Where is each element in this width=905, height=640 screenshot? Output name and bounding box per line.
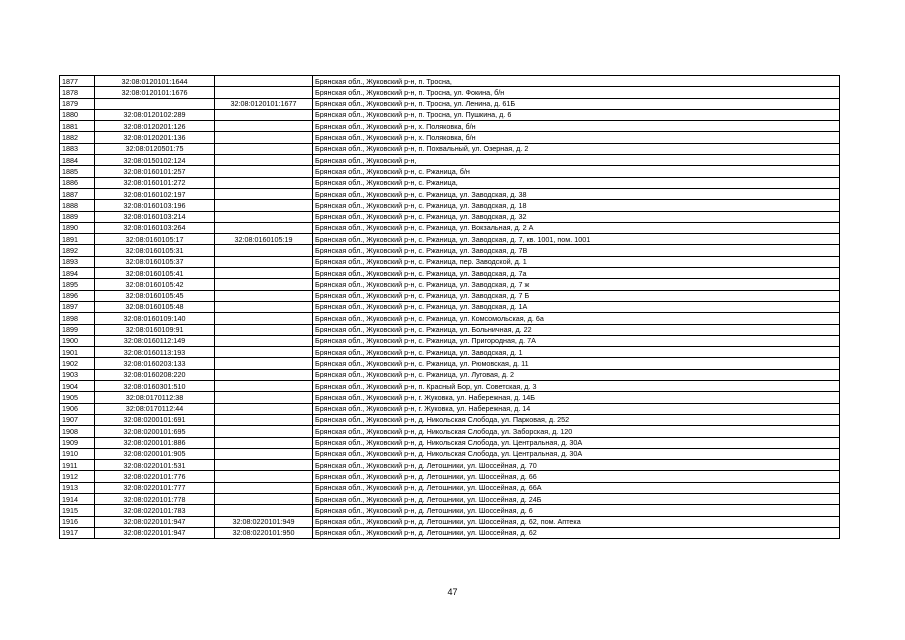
cadastral-number-cell: 32:08:0160113:193 xyxy=(95,347,215,358)
related-cadastral-number-cell xyxy=(215,211,313,222)
cadastral-number-cell: 32:08:0120201:136 xyxy=(95,132,215,143)
cadastral-number-cell: 32:08:0120101:1644 xyxy=(95,76,215,87)
cadastral-number-cell: 32:08:0160103:214 xyxy=(95,211,215,222)
cadastral-number-cell: 32:08:0120102:289 xyxy=(95,109,215,120)
table-row xyxy=(60,313,840,324)
row-number-cell: 1894 xyxy=(60,268,95,279)
cadastral-number-cell: 32:08:0220101:947 xyxy=(95,516,215,527)
related-cadastral-number-cell xyxy=(215,87,313,98)
table-row xyxy=(60,358,840,369)
address-cell: Брянская обл., Жуковский р-н, д. Летошники, ул. Шоссейная, д. 66 xyxy=(313,471,840,482)
related-cadastral-number-cell xyxy=(215,256,313,267)
cadastral-number-cell: 32:08:0220101:777 xyxy=(95,482,215,493)
address-cell: Брянская обл., Жуковский р-н, с. Ржаница, ул. Комсомольская, д. 6а xyxy=(313,313,840,324)
address-cell: Брянская обл., Жуковский р-н, х. Поляковка, б/н xyxy=(313,121,840,132)
row-number-cell: 1889 xyxy=(60,211,95,222)
table-row xyxy=(60,177,840,188)
related-cadastral-number-cell xyxy=(215,448,313,459)
address-cell: Брянская обл., Жуковский р-н, с. Ржаница, ул. Заводская, д. 1А xyxy=(313,301,840,312)
row-number-cell: 1886 xyxy=(60,177,95,188)
row-number-cell: 1885 xyxy=(60,166,95,177)
address-cell: Брянская обл., Жуковский р-н, с. Ржаница, ул. Луговая, д. 2 xyxy=(313,369,840,380)
address-cell: Брянская обл., Жуковский р-н, д. Летошники, ул. Шоссейная, д. 24Б xyxy=(313,493,840,504)
table-row xyxy=(60,188,840,199)
related-cadastral-number-cell xyxy=(215,313,313,324)
related-cadastral-number-cell xyxy=(215,392,313,403)
cadastral-number-cell: 32:08:0120201:126 xyxy=(95,121,215,132)
row-number-cell: 1908 xyxy=(60,426,95,437)
row-number-cell: 1909 xyxy=(60,437,95,448)
table-row xyxy=(60,200,840,211)
related-cadastral-number-cell xyxy=(215,177,313,188)
address-cell: Брянская обл., Жуковский р-н, с. Ржаница, ул. Заводская, д. 7а xyxy=(313,268,840,279)
cadastral-number-cell: 32:08:0170112:44 xyxy=(95,403,215,414)
cadastral-number-cell: 32:08:0160109:140 xyxy=(95,313,215,324)
related-cadastral-number-cell xyxy=(215,166,313,177)
address-cell: Брянская обл., Жуковский р-н, д. Летошники, ул. Шоссейная, д. 66А xyxy=(313,482,840,493)
related-cadastral-number-cell xyxy=(215,279,313,290)
row-number-cell: 1902 xyxy=(60,358,95,369)
address-cell: Брянская обл., Жуковский р-н, с. Ржаница, ул. Заводская, д. 7В xyxy=(313,245,840,256)
address-cell: Брянская обл., Жуковский р-н, п. Тросна, xyxy=(313,76,840,87)
cadastral-number-cell: 32:08:0160103:196 xyxy=(95,200,215,211)
address-cell: Брянская обл., Жуковский р-н, с. Ржаница, ул. Заводская, д. 1 xyxy=(313,347,840,358)
table-row xyxy=(60,268,840,279)
cadastral-number-cell: 32:08:0160112:149 xyxy=(95,335,215,346)
address-cell: Брянская обл., Жуковский р-н, xyxy=(313,155,840,166)
cadastral-number-cell: 32:08:0160105:37 xyxy=(95,256,215,267)
address-cell: Брянская обл., Жуковский р-н, д. Летошники, ул. Шоссейная, д. 70 xyxy=(313,460,840,471)
row-number-cell: 1877 xyxy=(60,76,95,87)
table-row xyxy=(60,143,840,154)
related-cadastral-number-cell xyxy=(215,437,313,448)
address-cell: Брянская обл., Жуковский р-н, д. Никольская Слобода, ул. Центральная, д. 30А xyxy=(313,448,840,459)
address-cell: Брянская обл., Жуковский р-н, с. Ржаница, пер. Заводской, д. 1 xyxy=(313,256,840,267)
related-cadastral-number-cell xyxy=(215,324,313,335)
table-row xyxy=(60,279,840,290)
row-number-cell: 1880 xyxy=(60,109,95,120)
registry-table xyxy=(59,75,840,539)
row-number-cell: 1883 xyxy=(60,143,95,154)
row-number-cell: 1891 xyxy=(60,234,95,245)
address-cell: Брянская обл., Жуковский р-н, с. Ржаница, ул. Заводская, д. 7, кв. 1001, пом. 1001 xyxy=(313,234,840,245)
cadastral-number-cell: 32:08:0160105:31 xyxy=(95,245,215,256)
table-row xyxy=(60,256,840,267)
table-row xyxy=(60,301,840,312)
address-cell: Брянская обл., Жуковский р-н, п. Красный Бор, ул. Советская, д. 3 xyxy=(313,381,840,392)
cadastral-number-cell: 32:08:0170112:38 xyxy=(95,392,215,403)
related-cadastral-number-cell xyxy=(215,132,313,143)
related-cadastral-number-cell: 32:08:0220101:950 xyxy=(215,527,313,538)
cadastral-number-cell: 32:08:0120101:1676 xyxy=(95,87,215,98)
row-number-cell: 1888 xyxy=(60,200,95,211)
table-row xyxy=(60,392,840,403)
address-cell: Брянская обл., Жуковский р-н, с. Ржаница, б/н xyxy=(313,166,840,177)
cadastral-number-cell: 32:08:0160105:41 xyxy=(95,268,215,279)
row-number-cell: 1905 xyxy=(60,392,95,403)
table-row xyxy=(60,155,840,166)
row-number-cell: 1910 xyxy=(60,448,95,459)
table-row xyxy=(60,493,840,504)
row-number-cell: 1906 xyxy=(60,403,95,414)
cadastral-number-cell: 32:08:0220101:947 xyxy=(95,527,215,538)
table-row xyxy=(60,471,840,482)
row-number-cell: 1912 xyxy=(60,471,95,482)
address-cell: Брянская обл., Жуковский р-н, с. Ржаница, ул. Больничная, д. 22 xyxy=(313,324,840,335)
cadastral-number-cell: 32:08:0200101:905 xyxy=(95,448,215,459)
cadastral-number-cell: 32:08:0160103:264 xyxy=(95,222,215,233)
row-number-cell: 1903 xyxy=(60,369,95,380)
table-row xyxy=(60,335,840,346)
row-number-cell: 1879 xyxy=(60,98,95,109)
table-row xyxy=(60,121,840,132)
table-row xyxy=(60,347,840,358)
cadastral-number-cell: 32:08:0160208:220 xyxy=(95,369,215,380)
address-cell: Брянская обл., Жуковский р-н, с. Ржаница, ул. Заводская, д. 7 Б xyxy=(313,290,840,301)
row-number-cell: 1892 xyxy=(60,245,95,256)
cadastral-number-cell: 32:08:0160301:510 xyxy=(95,381,215,392)
row-number-cell: 1915 xyxy=(60,505,95,516)
row-number-cell: 1884 xyxy=(60,155,95,166)
related-cadastral-number-cell xyxy=(215,403,313,414)
related-cadastral-number-cell xyxy=(215,290,313,301)
related-cadastral-number-cell xyxy=(215,493,313,504)
related-cadastral-number-cell xyxy=(215,482,313,493)
cadastral-number-cell: 32:08:0160102:197 xyxy=(95,188,215,199)
row-number-cell: 1899 xyxy=(60,324,95,335)
row-number-cell: 1897 xyxy=(60,301,95,312)
address-cell: Брянская обл., Жуковский р-н, с. Ржаница, ул. Заводская, д. 7 ж xyxy=(313,279,840,290)
row-number-cell: 1916 xyxy=(60,516,95,527)
cadastral-number-cell: 32:08:0160101:257 xyxy=(95,166,215,177)
related-cadastral-number-cell xyxy=(215,381,313,392)
address-cell: Брянская обл., Жуковский р-н, п. Тросна, ул. Ленина, д. 61Б xyxy=(313,98,840,109)
row-number-cell: 1887 xyxy=(60,188,95,199)
cadastral-number-cell: 32:08:0160109:91 xyxy=(95,324,215,335)
table-row xyxy=(60,482,840,493)
row-number-cell: 1878 xyxy=(60,87,95,98)
address-cell: Брянская обл., Жуковский р-н, г. Жуковка, ул. Набережная, д. 14 xyxy=(313,403,840,414)
address-cell: Брянская обл., Жуковский р-н, с. Ржаница, xyxy=(313,177,840,188)
related-cadastral-number-cell xyxy=(215,301,313,312)
registry-table-body xyxy=(60,76,840,539)
row-number-cell: 1911 xyxy=(60,460,95,471)
row-number-cell: 1917 xyxy=(60,527,95,538)
address-cell: Брянская обл., Жуковский р-н, г. Жуковка, ул. Набережная, д. 14Б xyxy=(313,392,840,403)
cadastral-number-cell: 32:08:0200101:695 xyxy=(95,426,215,437)
related-cadastral-number-cell xyxy=(215,358,313,369)
address-cell: Брянская обл., Жуковский р-н, д. Летошники, ул. Шоссейная, д. 6 xyxy=(313,505,840,516)
table-row xyxy=(60,437,840,448)
row-number-cell: 1898 xyxy=(60,313,95,324)
related-cadastral-number-cell xyxy=(215,505,313,516)
related-cadastral-number-cell xyxy=(215,200,313,211)
related-cadastral-number-cell xyxy=(215,347,313,358)
related-cadastral-number-cell xyxy=(215,109,313,120)
address-cell: Брянская обл., Жуковский р-н, с. Ржаница, ул. Вокзальная, д. 2 А xyxy=(313,222,840,233)
related-cadastral-number-cell xyxy=(215,335,313,346)
related-cadastral-number-cell xyxy=(215,143,313,154)
cadastral-number-cell: 32:08:0220101:783 xyxy=(95,505,215,516)
cadastral-number-cell: 32:08:0200101:691 xyxy=(95,414,215,425)
row-number-cell: 1901 xyxy=(60,347,95,358)
row-number-cell: 1896 xyxy=(60,290,95,301)
related-cadastral-number-cell xyxy=(215,471,313,482)
row-number-cell: 1893 xyxy=(60,256,95,267)
address-cell: Брянская обл., Жуковский р-н, с. Ржаница, ул. Заводская, д. 18 xyxy=(313,200,840,211)
table-row xyxy=(60,369,840,380)
related-cadastral-number-cell xyxy=(215,155,313,166)
address-cell: Брянская обл., Жуковский р-н, с. Ржаница, ул. Рюмовская, д. 11 xyxy=(313,358,840,369)
table-row xyxy=(60,448,840,459)
address-cell: Брянская обл., Жуковский р-н, с. Ржаница, ул. Заводская, д. 32 xyxy=(313,211,840,222)
table-row xyxy=(60,234,840,245)
related-cadastral-number-cell: 32:08:0120101:1677 xyxy=(215,98,313,109)
table-row xyxy=(60,516,840,527)
page-number: 47 xyxy=(447,587,458,597)
address-cell: Брянская обл., Жуковский р-н, д. Летошники, ул. Шоссейная, д. 62 xyxy=(313,527,840,538)
address-cell: Брянская обл., Жуковский р-н, х. Поляковка, б/н xyxy=(313,132,840,143)
table-row xyxy=(60,381,840,392)
table-row xyxy=(60,460,840,471)
row-number-cell: 1913 xyxy=(60,482,95,493)
related-cadastral-number-cell xyxy=(215,121,313,132)
row-number-cell: 1904 xyxy=(60,381,95,392)
related-cadastral-number-cell xyxy=(215,460,313,471)
table-row xyxy=(60,324,840,335)
table-row xyxy=(60,76,840,87)
table-row xyxy=(60,505,840,516)
table-row xyxy=(60,403,840,414)
related-cadastral-number-cell xyxy=(215,188,313,199)
table-row xyxy=(60,87,840,98)
related-cadastral-number-cell xyxy=(215,426,313,437)
related-cadastral-number-cell xyxy=(215,268,313,279)
table-row xyxy=(60,222,840,233)
address-cell: Брянская обл., Жуковский р-н, д. Летошники, ул. Шоссейная, д. 62, пом. Аптека xyxy=(313,516,840,527)
cadastral-number-cell xyxy=(95,98,215,109)
cadastral-number-cell: 32:08:0200101:886 xyxy=(95,437,215,448)
address-cell: Брянская обл., Жуковский р-н, п. Тросна, ул. Фокина, б/н xyxy=(313,87,840,98)
cadastral-number-cell: 32:08:0220101:778 xyxy=(95,493,215,504)
cadastral-number-cell: 32:08:0160105:48 xyxy=(95,301,215,312)
row-number-cell: 1895 xyxy=(60,279,95,290)
cadastral-number-cell: 32:08:0160105:45 xyxy=(95,290,215,301)
row-number-cell: 1900 xyxy=(60,335,95,346)
table-row xyxy=(60,166,840,177)
address-cell: Брянская обл., Жуковский р-н, п. Тросна, ул. Пушкина, д. 6 xyxy=(313,109,840,120)
cadastral-number-cell: 32:08:0160105:42 xyxy=(95,279,215,290)
table-row xyxy=(60,98,840,109)
row-number-cell: 1882 xyxy=(60,132,95,143)
related-cadastral-number-cell xyxy=(215,245,313,256)
cadastral-number-cell: 32:08:0120501:75 xyxy=(95,143,215,154)
address-cell: Брянская обл., Жуковский р-н, д. Никольская Слобода, ул. Парковая, д. 252 xyxy=(313,414,840,425)
address-cell: Брянская обл., Жуковский р-н, п. Похвальный, ул. Озерная, д. 2 xyxy=(313,143,840,154)
row-number-cell: 1881 xyxy=(60,121,95,132)
address-cell: Брянская обл., Жуковский р-н, с. Ржаница, ул. Заводская, д. 38 xyxy=(313,188,840,199)
table-row xyxy=(60,290,840,301)
row-number-cell: 1907 xyxy=(60,414,95,425)
related-cadastral-number-cell xyxy=(215,369,313,380)
address-cell: Брянская обл., Жуковский р-н, д. Никольская Слобода, ул. Заборская, д. 120 xyxy=(313,426,840,437)
row-number-cell: 1914 xyxy=(60,493,95,504)
table-row xyxy=(60,132,840,143)
cadastral-number-cell: 32:08:0160203:133 xyxy=(95,358,215,369)
cadastral-number-cell: 32:08:0160101:272 xyxy=(95,177,215,188)
table-row xyxy=(60,426,840,437)
cadastral-number-cell: 32:08:0220101:776 xyxy=(95,471,215,482)
cadastral-number-cell: 32:08:0160105:17 xyxy=(95,234,215,245)
cadastral-number-cell: 32:08:0220101:531 xyxy=(95,460,215,471)
related-cadastral-number-cell xyxy=(215,414,313,425)
table-row xyxy=(60,245,840,256)
table-row xyxy=(60,211,840,222)
cadastral-number-cell: 32:08:0150102:124 xyxy=(95,155,215,166)
row-number-cell: 1890 xyxy=(60,222,95,233)
table-row xyxy=(60,109,840,120)
address-cell: Брянская обл., Жуковский р-н, д. Никольская Слобода, ул. Центральная, д. 30А xyxy=(313,437,840,448)
related-cadastral-number-cell xyxy=(215,222,313,233)
related-cadastral-number-cell: 32:08:0160105:19 xyxy=(215,234,313,245)
table-row xyxy=(60,414,840,425)
related-cadastral-number-cell: 32:08:0220101:949 xyxy=(215,516,313,527)
address-cell: Брянская обл., Жуковский р-н, с. Ржаница, ул. Пригородная, д. 7А xyxy=(313,335,840,346)
table-row xyxy=(60,527,840,538)
related-cadastral-number-cell xyxy=(215,76,313,87)
